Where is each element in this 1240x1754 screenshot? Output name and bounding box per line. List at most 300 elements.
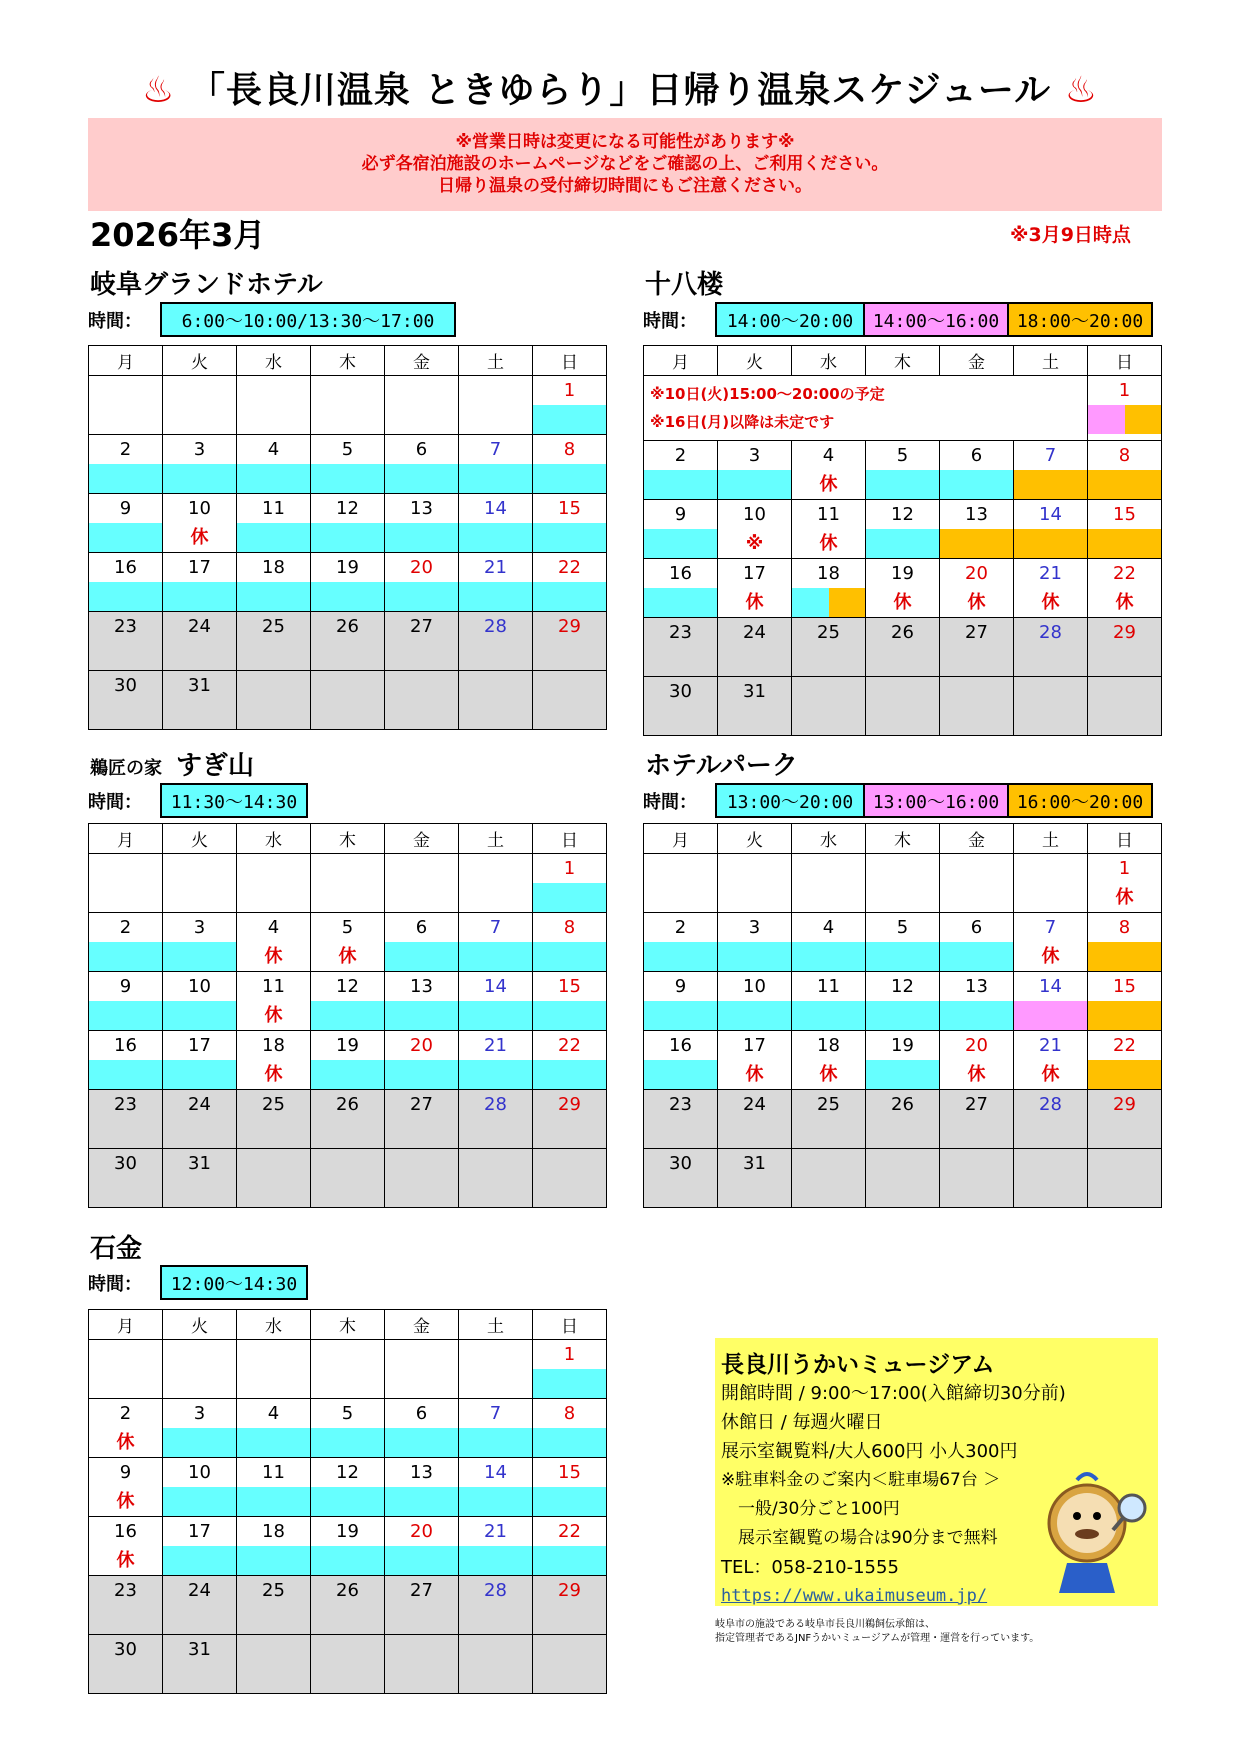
day-status: [718, 1178, 791, 1207]
weekday-header: 土: [459, 346, 533, 376]
calendar-day: [89, 1399, 163, 1458]
calendar-day: [533, 1635, 607, 1694]
day-number: [533, 671, 606, 700]
open-bar-cyan: [163, 1546, 236, 1575]
open-bar-cyan: [940, 1001, 1013, 1030]
day-number: 17: [743, 1035, 766, 1056]
calendar-day: [533, 612, 607, 671]
calendar-day: [237, 913, 311, 972]
day-number: 14: [484, 498, 507, 519]
day-status: [459, 523, 532, 552]
calendar-day: [1088, 972, 1162, 1031]
day-status: [311, 1546, 384, 1575]
day-status: [163, 700, 236, 729]
day-status: [459, 1487, 532, 1516]
day-status: [385, 1001, 458, 1030]
calendar-week: [644, 677, 1162, 736]
day-status: [89, 1487, 162, 1516]
day-number: 29: [1113, 622, 1136, 643]
open-bar-cyan: [385, 1428, 458, 1457]
day-status: [940, 1178, 1013, 1207]
day-number: 21: [484, 557, 507, 578]
open-bar-cyan: [940, 470, 1013, 499]
time-slot-pink: 13:00～16:00: [863, 783, 1009, 818]
open-bar-cyan: [311, 464, 384, 493]
calendar-day: [718, 559, 792, 618]
calendar-day: [1088, 559, 1162, 618]
open-bar-cyan: [459, 1001, 532, 1030]
day-number: [792, 677, 865, 706]
day-status: [792, 1178, 865, 1207]
calendar-day: [866, 972, 940, 1031]
day-status: [1014, 470, 1087, 499]
day-status: [940, 883, 1013, 912]
calendar-day: [237, 671, 311, 730]
day-status: [459, 1369, 532, 1398]
calendar-day: [718, 913, 792, 972]
day-number: 29: [558, 616, 581, 637]
calendar-day: [792, 1031, 866, 1090]
weekday-header: 土: [459, 1310, 533, 1340]
calendar-day: [1088, 376, 1162, 441]
day-status: [866, 883, 939, 912]
time-slot-pink: 14:00～16:00: [863, 302, 1009, 337]
open-bar-pink: [1014, 1001, 1087, 1030]
time-label: 時間：: [643, 791, 697, 813]
day-status: [89, 700, 162, 729]
day-number: 3: [748, 445, 761, 466]
weekday-header: 火: [163, 346, 237, 376]
day-status: [237, 582, 310, 611]
museum-line: ※駐車料金のご案内＜駐車場67台 ＞: [721, 1470, 1001, 1490]
day-status: [1014, 1119, 1087, 1148]
weekday-header: 火: [718, 346, 792, 376]
day-status: [644, 1060, 717, 1089]
day-number: [89, 854, 162, 883]
calendar-day: [311, 1399, 385, 1458]
calendar-week: [89, 494, 607, 553]
calendar-day: [644, 618, 718, 677]
day-status: [940, 647, 1013, 676]
day-status: [237, 523, 310, 552]
calendar-day: [89, 1340, 163, 1399]
day-status: [459, 1119, 532, 1148]
calendar-day: [89, 972, 163, 1031]
open-bar-cyan: [644, 588, 717, 617]
calendar-day: [1014, 500, 1088, 559]
calendar-day: [718, 854, 792, 913]
day-number: 11: [262, 498, 285, 519]
day-status: [792, 647, 865, 676]
closed-mark: 休: [819, 1064, 838, 1085]
open-bar-cyan: [792, 942, 865, 971]
day-number: [237, 1149, 310, 1178]
open-bar-cyan: [644, 942, 717, 971]
open-bar-cyan: [237, 523, 310, 552]
calendar-day: [311, 1031, 385, 1090]
day-number: 4: [822, 445, 835, 466]
closed-mark: 休: [967, 592, 986, 613]
day-number: 11: [262, 1462, 285, 1483]
calendar-day: [385, 1149, 459, 1208]
day-status: [533, 523, 606, 552]
calendar-day: [1014, 854, 1088, 913]
day-number: [459, 671, 532, 700]
time-slot-cyan: 13:00～20:00: [715, 783, 865, 818]
open-bar-cyan: [237, 1546, 310, 1575]
day-status: [1088, 405, 1161, 434]
day-number: [644, 854, 717, 883]
day-status: [311, 1369, 384, 1398]
closed-mark: 休: [264, 1005, 283, 1026]
museum-mascot: [1037, 1468, 1152, 1598]
day-number: 8: [563, 439, 576, 460]
open-bar-cyan: [385, 464, 458, 493]
open-bar-cyan: [163, 1001, 236, 1030]
notice-line: ※営業日時は変更になる可能性があります※: [455, 132, 795, 152]
calendar-day: [792, 1149, 866, 1208]
calendar-day: [1088, 1031, 1162, 1090]
day-status: [1014, 1060, 1087, 1089]
calendar-day: [163, 612, 237, 671]
day-number: 18: [817, 563, 840, 584]
calendar-day: [163, 494, 237, 553]
day-number: 18: [262, 557, 285, 578]
day-status: [866, 1178, 939, 1207]
open-bar-orange: [829, 588, 866, 617]
time-row-park: [643, 783, 1153, 818]
open-bar-cyan: [311, 1060, 384, 1089]
calendar-day: [385, 1399, 459, 1458]
day-number: [385, 1149, 458, 1178]
calendar-day: [940, 913, 1014, 972]
day-status: [940, 1001, 1013, 1030]
month-heading: 2026年3月: [90, 216, 266, 254]
day-status: [533, 883, 606, 912]
day-status: [459, 1060, 532, 1089]
hotel-name: 岐阜グランドホテル: [90, 270, 323, 300]
day-number: 23: [669, 1094, 692, 1115]
day-status: [866, 647, 939, 676]
calendar-day: [1088, 1149, 1162, 1208]
closed-mark: 休: [1041, 946, 1060, 967]
day-status: [163, 1605, 236, 1634]
weekday-header: 日: [533, 824, 607, 854]
calendar-day: [385, 854, 459, 913]
calendar-day: [459, 1635, 533, 1694]
day-status: [533, 1119, 606, 1148]
day-number: 31: [188, 1639, 211, 1660]
day-number: 13: [965, 976, 988, 997]
calendar-day: [459, 972, 533, 1031]
calendar-day: [89, 1149, 163, 1208]
day-status: [1088, 529, 1161, 558]
day-status: [385, 405, 458, 434]
calendar-day: [89, 854, 163, 913]
day-number: 21: [484, 1035, 507, 1056]
day-status: [459, 464, 532, 493]
day-status: [385, 700, 458, 729]
day-status: [1088, 1060, 1161, 1089]
open-bar-cyan: [533, 1428, 606, 1457]
day-number: 26: [336, 1580, 359, 1601]
calendar-week: [644, 1031, 1162, 1090]
day-number: 20: [410, 557, 433, 578]
day-number: 22: [558, 1521, 581, 1542]
calendar-day: [89, 435, 163, 494]
calendar-day: [459, 376, 533, 435]
open-bar-cyan: [533, 523, 606, 552]
day-status: [311, 464, 384, 493]
calendar-week: [644, 376, 1162, 441]
calendar-day: [940, 559, 1014, 618]
day-status: [866, 1001, 939, 1030]
day-number: 11: [817, 504, 840, 525]
day-number: [533, 1149, 606, 1178]
day-number: [1088, 1149, 1161, 1178]
day-number: 19: [336, 1035, 359, 1056]
calendar-day: [311, 376, 385, 435]
open-bar-cyan: [533, 464, 606, 493]
day-status: [89, 405, 162, 434]
day-status: [533, 582, 606, 611]
day-number: 28: [484, 1580, 507, 1601]
calendar-day: [385, 553, 459, 612]
day-number: [385, 1635, 458, 1664]
day-number: 27: [410, 1094, 433, 1115]
calendar-gifu: [88, 345, 607, 730]
calendar-day: [718, 441, 792, 500]
open-bar-cyan: [459, 1060, 532, 1089]
time-label: 時間：: [643, 310, 697, 332]
day-status: [311, 1664, 384, 1693]
calendar-week: [644, 1090, 1162, 1149]
day-number: 15: [558, 1462, 581, 1483]
day-number: 7: [1044, 917, 1057, 938]
day-number: [385, 1340, 458, 1369]
open-bar-orange: [1125, 405, 1162, 434]
closed-mark: 休: [264, 1064, 283, 1085]
calendar-week: [89, 671, 607, 730]
calendar-day: [237, 553, 311, 612]
calendar-day: [89, 913, 163, 972]
day-number: [237, 1340, 310, 1369]
day-status: [89, 464, 162, 493]
calendar-day: [1014, 913, 1088, 972]
day-status: [385, 1546, 458, 1575]
day-number: [940, 677, 1013, 706]
calendar-day: [644, 1149, 718, 1208]
weekday-header: 水: [237, 1310, 311, 1340]
weekday-header: 金: [385, 824, 459, 854]
day-number: 20: [410, 1035, 433, 1056]
open-bar-orange: [1088, 1001, 1161, 1030]
day-number: [311, 1149, 384, 1178]
day-number: 25: [817, 622, 840, 643]
day-number: 24: [188, 616, 211, 637]
notice-line: 日帰り温泉の受付締切時間にもご注意ください。: [438, 176, 812, 196]
day-status: [940, 706, 1013, 735]
calendar-day: [644, 500, 718, 559]
day-status: [459, 1428, 532, 1457]
closed-mark: 休: [893, 592, 912, 613]
calendar-day: [311, 972, 385, 1031]
day-number: [1014, 854, 1087, 883]
weekday-header: 木: [311, 346, 385, 376]
day-status: [940, 1060, 1013, 1089]
weekday-header: 木: [311, 1310, 385, 1340]
hot-spring-icon: ♨: [141, 70, 176, 111]
calendar-week: [89, 1635, 607, 1694]
day-number: 22: [1113, 563, 1136, 584]
calendar-day: [237, 376, 311, 435]
day-status: [311, 523, 384, 552]
calendar-day: [533, 435, 607, 494]
calendar-day: [718, 618, 792, 677]
weekday-header: 月: [644, 346, 718, 376]
day-status: [385, 883, 458, 912]
calendar-day: [311, 494, 385, 553]
day-number: 15: [1113, 504, 1136, 525]
day-number: 12: [891, 976, 914, 997]
calendar-day: [940, 1149, 1014, 1208]
day-status: [89, 1664, 162, 1693]
day-status: [533, 942, 606, 971]
calendar-day: [533, 376, 607, 435]
footer-line: 指定管理者であるJNFうかいミュージアムが管理・運営を行っています。: [715, 1633, 1040, 1644]
day-status: [718, 1060, 791, 1089]
day-number: [459, 1340, 532, 1369]
open-bar-cyan: [385, 942, 458, 971]
day-number: 22: [558, 1035, 581, 1056]
day-status: [311, 1001, 384, 1030]
day-status: [237, 700, 310, 729]
day-number: [533, 1635, 606, 1664]
day-status: [311, 405, 384, 434]
calendar-day: [311, 612, 385, 671]
open-bar-cyan: [311, 1546, 384, 1575]
time-row-sugiyama: [88, 783, 308, 818]
weekday-header: 日: [1088, 346, 1162, 376]
calendar-day: [163, 376, 237, 435]
day-number: 24: [188, 1094, 211, 1115]
calendar-day: [533, 854, 607, 913]
day-number: 13: [410, 498, 433, 519]
day-number: [311, 854, 384, 883]
calendar-day: [1014, 677, 1088, 736]
calendar-day: [89, 494, 163, 553]
calendar-week: [89, 913, 607, 972]
weekday-header: 金: [385, 346, 459, 376]
museum-line: 休館日 / 毎週火曜日: [721, 1412, 883, 1433]
day-number: 14: [1039, 976, 1062, 997]
weekday-header: 木: [311, 824, 385, 854]
open-bar-cyan: [459, 582, 532, 611]
time-label: 時間：: [88, 791, 142, 813]
day-status: [459, 942, 532, 971]
day-status: [237, 1487, 310, 1516]
calendar-day: [385, 671, 459, 730]
day-number: 18: [262, 1521, 285, 1542]
calendar-week: [89, 553, 607, 612]
museum-url-link[interactable]: https://www.ukaimuseum.jp/: [721, 1586, 988, 1606]
open-bar-cyan: [89, 1001, 162, 1030]
calendar-day: [533, 972, 607, 1031]
day-number: 10: [743, 504, 766, 525]
day-status: [459, 1664, 532, 1693]
day-number: 18: [262, 1035, 285, 1056]
day-number: 9: [119, 1462, 132, 1483]
day-number: [237, 854, 310, 883]
calendar-day: [163, 1517, 237, 1576]
weekday-header: 土: [1014, 346, 1088, 376]
day-number: 12: [336, 1462, 359, 1483]
museum-phone: TEL：058-210-1555: [721, 1557, 899, 1578]
day-number: 7: [489, 1403, 502, 1424]
calendar-day: [385, 435, 459, 494]
calendar-day: [163, 1090, 237, 1149]
closed-mark: 休: [1041, 1064, 1060, 1085]
calendar-day: [163, 1399, 237, 1458]
closed-mark: 休: [338, 946, 357, 967]
calendar-day: [237, 1576, 311, 1635]
calendar-day: [644, 854, 718, 913]
calendar-day: [644, 1031, 718, 1090]
calendar-day: [644, 972, 718, 1031]
open-bar-cyan: [459, 1428, 532, 1457]
day-status: [311, 1060, 384, 1089]
day-number: 15: [1113, 976, 1136, 997]
day-status: [89, 1119, 162, 1148]
day-status: [1014, 647, 1087, 676]
calendar-day: [89, 1576, 163, 1635]
calendar-day: [940, 500, 1014, 559]
notice-line: 必ず各宿泊施設のホームページなどをご確認の上、ご利用ください。: [361, 154, 889, 174]
calendar-day: [163, 1576, 237, 1635]
calendar-day: [866, 559, 940, 618]
day-number: 27: [410, 1580, 433, 1601]
weekday-header: 日: [533, 346, 607, 376]
open-bar-cyan: [163, 942, 236, 971]
open-bar-cyan: [533, 1369, 606, 1398]
day-number: 16: [114, 557, 137, 578]
day-status: [1088, 647, 1161, 676]
calendar-week: [89, 376, 607, 435]
open-bar-cyan: [533, 1060, 606, 1089]
day-number: 11: [262, 976, 285, 997]
calendar-day: [459, 435, 533, 494]
day-status: [718, 1001, 791, 1030]
notice-banner: [88, 118, 1162, 211]
calendar-day: [1088, 1090, 1162, 1149]
calendar-day: [1088, 500, 1162, 559]
open-bar-cyan: [533, 883, 606, 912]
hotel-name: ホテルパーク: [645, 751, 798, 781]
open-bar-cyan: [311, 1428, 384, 1457]
closed-mark: 休: [819, 533, 838, 554]
closed-mark: 休: [1115, 592, 1134, 613]
day-number: 26: [336, 616, 359, 637]
day-status: [792, 883, 865, 912]
day-status: [866, 1060, 939, 1089]
calendar-day: [311, 1635, 385, 1694]
open-bar-cyan: [385, 523, 458, 552]
calendar-day: [385, 1031, 459, 1090]
open-bar-cyan: [866, 1060, 939, 1089]
calendar-day: [311, 1576, 385, 1635]
calendar-day: [866, 913, 940, 972]
day-number: 23: [669, 622, 692, 643]
